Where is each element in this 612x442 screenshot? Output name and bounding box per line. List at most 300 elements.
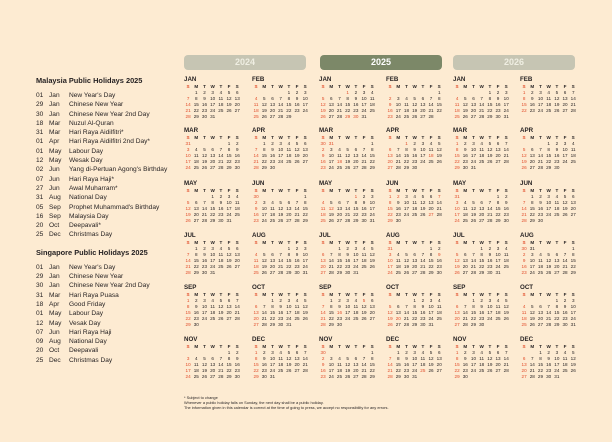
day-cell: 29 — [345, 114, 351, 120]
day-cell: 15 — [470, 310, 477, 316]
day-cell: 1 — [397, 350, 400, 355]
day-cell: 5 — [571, 350, 575, 355]
day-cell: 20 — [428, 206, 434, 212]
weekday-label: F — [295, 240, 299, 245]
day-cell: 27 — [234, 264, 240, 270]
weekday-label: F — [227, 344, 231, 349]
weekday-label: S — [522, 135, 526, 140]
day-cell: 1 — [195, 90, 198, 95]
day-cell: 22 — [286, 264, 292, 270]
day-cell: 8 — [547, 147, 550, 153]
day-cell: 3 — [362, 90, 366, 95]
day-cell: 1 — [555, 298, 559, 303]
weekday-label: S — [370, 84, 374, 89]
weekday-label: F — [496, 84, 500, 89]
day-cell: 21 — [253, 159, 259, 165]
month-2024-2 — [252, 76, 310, 120]
day-cell: 22 — [403, 159, 410, 165]
weekday-label: W — [345, 84, 350, 89]
day-cell — [293, 165, 301, 171]
day-cell: 20 — [495, 362, 501, 368]
weekday-label: F — [496, 292, 500, 297]
day-cell: 18 — [369, 102, 375, 108]
day-cell: 1 — [429, 246, 433, 251]
weekday-label: T — [354, 344, 358, 349]
day-cell: 13 — [210, 362, 216, 368]
day-cell: 4 — [362, 246, 366, 251]
day-cell: 2 — [295, 90, 299, 95]
day-cell: 10 — [302, 252, 308, 258]
day-cell: 2 — [235, 141, 239, 146]
month-label: JUN — [386, 180, 399, 187]
week-row — [319, 218, 377, 224]
day-cell: 17 — [420, 153, 426, 159]
day-cell: 25 — [336, 165, 343, 171]
day-cell: 5 — [219, 298, 223, 303]
month-label: FEB — [386, 76, 399, 83]
weekday-label: S — [321, 292, 325, 297]
day-cell: 10 — [210, 96, 216, 102]
day-cell: 27 — [428, 212, 434, 218]
week-row — [520, 270, 578, 276]
day-cell: 30 — [462, 374, 468, 380]
day-cell: 3 — [472, 350, 475, 355]
holiday-day: 30 — [36, 110, 44, 118]
day-cell: 25 — [253, 114, 259, 120]
day-cell: 17 — [554, 362, 560, 368]
holiday-row — [36, 263, 184, 272]
day-cell: 10 — [554, 356, 560, 362]
holiday-day: 05 — [36, 203, 44, 211]
weekday-label: F — [295, 188, 299, 193]
day-cell: 25 — [369, 108, 375, 114]
day-cell: 14 — [570, 96, 576, 102]
day-cell: 28 — [261, 322, 267, 328]
day-cell: 6 — [455, 304, 459, 310]
day-cell: 3 — [531, 252, 534, 258]
day-cell — [494, 165, 502, 171]
day-cell: 24 — [369, 212, 375, 218]
day-cell — [494, 374, 502, 380]
day-cell: 12 — [521, 153, 527, 159]
day-cell: 24 — [554, 368, 560, 374]
day-cell: 18 — [253, 108, 259, 114]
day-cell: 30 — [554, 165, 560, 171]
day-cell: 18 — [336, 159, 343, 165]
week-row — [319, 114, 377, 120]
day-cell: 10 — [562, 147, 568, 153]
day-cell: 30 — [495, 114, 501, 120]
day-cell: 20 — [286, 212, 292, 218]
day-cell: 13 — [428, 200, 434, 206]
weekday-label: F — [295, 84, 299, 89]
holiday-row — [36, 319, 184, 328]
day-cell: 25 — [454, 114, 460, 120]
day-cell: 29 — [428, 270, 434, 276]
day-cell: 7 — [235, 298, 239, 303]
day-cell: 23 — [269, 159, 276, 165]
day-cell: 22 — [302, 212, 308, 218]
day-cell: 24 — [286, 316, 292, 322]
day-cell: 20 — [420, 108, 426, 114]
day-cell: 31 — [387, 246, 393, 251]
month-label: OCT — [520, 284, 534, 291]
day-cell: 3 — [354, 246, 358, 251]
day-cell: 25 — [294, 316, 300, 322]
day-cell: 23 — [529, 108, 535, 114]
weekday-label: S — [571, 240, 575, 245]
holiday-row — [36, 356, 184, 365]
weekday-label: T — [271, 292, 274, 297]
day-cell: 22 — [546, 159, 552, 165]
day-cell: 28 — [570, 108, 576, 114]
day-cell: 13 — [193, 206, 199, 212]
day-cell: 25 — [554, 212, 560, 218]
day-cell: 13 — [294, 356, 300, 362]
day-cell: 1 — [227, 350, 231, 355]
day-cell: 20 — [269, 108, 276, 114]
day-cell: 30 — [479, 322, 485, 328]
weekday-label: S — [571, 344, 575, 349]
day-cell: 5 — [203, 356, 206, 362]
day-cell: 8 — [354, 200, 358, 206]
day-cell: 30 — [320, 350, 326, 355]
day-cell: 29 — [286, 114, 292, 120]
day-cell: 20 — [294, 362, 300, 368]
day-cell: 10 — [278, 147, 284, 153]
day-cell: 15 — [395, 362, 401, 368]
holiday-list-title: Singapore Public Holidays 2025 — [36, 247, 148, 257]
day-cell: 9 — [531, 96, 534, 102]
day-cell: 8 — [488, 96, 492, 102]
weekday-label: S — [437, 292, 441, 297]
day-cell: 14 — [361, 153, 367, 159]
day-cell: 3 — [186, 147, 190, 153]
day-cell: 7 — [346, 200, 349, 206]
day-cell: 5 — [388, 304, 392, 310]
day-cell: 23 — [353, 108, 359, 114]
weekday-label: T — [287, 135, 291, 140]
day-cell: 23 — [546, 368, 552, 374]
day-cell: 23 — [412, 159, 418, 165]
day-cell: 30 — [412, 165, 418, 171]
day-cell: 15 — [261, 153, 267, 159]
weekday-label: T — [203, 344, 206, 349]
weekday-label: F — [429, 135, 433, 140]
day-cell: 5 — [531, 304, 534, 310]
day-cell: 7 — [362, 147, 366, 153]
weekday-label: W — [412, 344, 417, 349]
day-cell: 24 — [529, 270, 535, 276]
month-label: OCT — [252, 284, 266, 291]
day-cell: 27 — [470, 114, 477, 120]
day-cell: 19 — [185, 212, 191, 218]
weekday-label: M — [396, 135, 401, 140]
day-cell: 7 — [203, 200, 206, 206]
month-2024-7 — [184, 232, 242, 276]
month-label: FEB — [252, 76, 265, 83]
weekday-label: M — [262, 240, 267, 245]
day-cell: 16 — [336, 310, 343, 316]
day-cell: 16 — [345, 258, 351, 264]
day-cell: 4 — [563, 350, 567, 355]
day-cell: 30 — [546, 374, 552, 380]
day-cell: 12 — [412, 102, 418, 108]
holiday-name: Vesak Day — [69, 319, 101, 327]
month-2024-6 — [252, 180, 310, 224]
holiday-month: Sep — [49, 203, 61, 211]
day-cell: 9 — [195, 304, 198, 310]
weekday-label: M — [194, 135, 199, 140]
day-cell: 11 — [521, 310, 527, 316]
day-cell: 20 — [570, 206, 576, 212]
day-cell: 27 — [269, 114, 276, 120]
day-cell: 14 — [470, 258, 477, 264]
day-cell — [419, 374, 427, 380]
day-cell: 27 — [495, 368, 501, 374]
day-cell: 31 — [226, 218, 232, 224]
day-cell: 8 — [472, 304, 475, 310]
day-cell: 18 — [395, 264, 401, 270]
day-cell: 13 — [328, 102, 334, 108]
day-cell: 7 — [539, 147, 542, 153]
day-cell: 1 — [346, 90, 349, 95]
day-cell — [435, 374, 443, 380]
weekday-label: W — [546, 188, 551, 193]
month-2025-2 — [386, 76, 444, 120]
month-label: JUL — [453, 232, 465, 239]
holiday-month: Apr — [49, 300, 60, 308]
month-2025-5 — [319, 180, 377, 224]
weekday-label: S — [321, 240, 325, 245]
day-cell: 17 — [302, 258, 308, 264]
day-cell: 15 — [226, 153, 232, 159]
day-cell: 20 — [387, 159, 393, 165]
day-cell: 19 — [554, 102, 560, 108]
day-cell: 26 — [294, 159, 300, 165]
day-cell: 1 — [455, 141, 459, 146]
day-cell: 24 — [428, 316, 434, 322]
day-cell: 3 — [405, 194, 408, 199]
weekday-label: S — [254, 240, 258, 245]
day-cell: 11 — [428, 147, 434, 153]
month-label: JUN — [252, 180, 265, 187]
weekday-label: T — [203, 292, 206, 297]
day-cell: 18 — [403, 108, 410, 114]
weekday-label: W — [278, 344, 283, 349]
month-2025-1 — [319, 76, 377, 120]
day-cell: 26 — [487, 368, 493, 374]
day-cell: 16 — [436, 258, 442, 264]
weekday-label: T — [555, 344, 559, 349]
day-cell: 17 — [495, 258, 501, 264]
day-cell: 9 — [522, 258, 526, 264]
weekday-label: T — [203, 84, 206, 89]
day-cell: 28 — [320, 322, 326, 328]
day-cell: 23 — [503, 212, 509, 218]
month-label: MAR — [453, 127, 468, 134]
day-cell: 14 — [320, 310, 326, 316]
day-cell — [569, 165, 577, 171]
day-cell: 13 — [234, 252, 240, 258]
day-cell: 15 — [403, 153, 410, 159]
holiday-day: 29 — [36, 273, 44, 281]
day-cell: 2 — [195, 298, 198, 303]
year-bar-2026: 2026 — [453, 55, 575, 70]
day-cell: 6 — [496, 350, 500, 355]
day-cell: 22 — [193, 264, 199, 270]
day-cell: 10 — [353, 252, 359, 258]
day-cell: 29 — [210, 218, 216, 224]
day-cell: 9 — [321, 153, 325, 159]
weekday-label: F — [429, 240, 433, 245]
day-cell — [486, 374, 494, 380]
day-cell: 1 — [437, 90, 441, 95]
day-cell: 2 — [531, 90, 534, 95]
day-cell: 16 — [234, 153, 240, 159]
day-cell: 14 — [479, 102, 485, 108]
day-cell: 22 — [554, 316, 560, 322]
day-cell: 25 — [570, 159, 576, 165]
day-cell: 4 — [219, 246, 223, 251]
day-cell: 11 — [395, 258, 401, 264]
day-cell: 30 — [487, 270, 493, 276]
holiday-month: Jan — [49, 282, 60, 290]
day-cell: 10 — [570, 304, 576, 310]
week-row — [252, 322, 310, 328]
month-2025-6 — [386, 180, 444, 224]
day-cell — [233, 114, 241, 120]
week-row — [386, 270, 444, 276]
day-cell: 19 — [570, 362, 576, 368]
weekday-label: T — [488, 188, 492, 193]
day-cell: 9 — [480, 304, 483, 310]
day-cell: 26 — [185, 218, 191, 224]
day-cell: 25 — [495, 316, 501, 322]
day-cell — [360, 322, 368, 328]
weekday-label: S — [186, 135, 190, 140]
day-cell: 22 — [537, 368, 544, 374]
weekday-label: M — [463, 188, 468, 193]
day-cell: 18 — [253, 264, 259, 270]
month-label: MAY — [453, 180, 467, 187]
weekday-label: F — [496, 240, 500, 245]
day-cell: 2 — [522, 252, 526, 258]
day-cell: 16 — [462, 153, 468, 159]
day-cell: 22 — [395, 368, 401, 374]
day-cell: 23 — [320, 374, 326, 380]
day-cell: 25 — [253, 270, 259, 276]
day-cell — [225, 114, 233, 120]
weekday-label: F — [429, 344, 433, 349]
day-cell: 24 — [353, 264, 359, 270]
weekday-label: T — [287, 84, 291, 89]
day-cell: 6 — [539, 304, 542, 310]
holiday-month: Jan — [49, 110, 60, 118]
day-cell — [478, 374, 486, 380]
weekday-label: T — [219, 292, 223, 297]
day-cell: 13 — [369, 304, 375, 310]
day-cell: 28 — [420, 270, 426, 276]
day-cell: 29 — [412, 322, 418, 328]
day-cell: 22 — [253, 368, 259, 374]
week-row — [184, 114, 242, 120]
holiday-day: 29 — [36, 101, 44, 109]
weekday-label: W — [479, 135, 484, 140]
day-cell: 21 — [302, 362, 308, 368]
day-cell: 13 — [387, 153, 393, 159]
day-cell: 21 — [185, 108, 191, 114]
day-cell: 24 — [470, 159, 477, 165]
day-cell: 24 — [403, 212, 410, 218]
month-label: MAR — [184, 127, 199, 134]
day-cell: 26 — [218, 316, 224, 322]
day-cell: 12 — [201, 153, 208, 159]
day-cell: 29 — [487, 114, 493, 120]
day-cell: 5 — [413, 96, 416, 102]
day-cell: 1 — [370, 141, 374, 146]
day-cell — [469, 374, 477, 380]
holiday-row — [36, 281, 184, 290]
day-cell: 29 — [387, 218, 393, 224]
weekday-label: M — [530, 84, 535, 89]
day-cell: 19 — [436, 153, 442, 159]
day-cell: 17 — [261, 212, 267, 218]
day-cell: 7 — [186, 96, 190, 102]
month-label: MAR — [319, 127, 334, 134]
month-2026-9 — [453, 284, 511, 328]
holiday-row — [36, 230, 184, 239]
day-cell: 2 — [413, 141, 416, 146]
day-cell: 19 — [487, 362, 493, 368]
day-cell: 20 — [412, 264, 418, 270]
day-cell: 15 — [226, 362, 232, 368]
day-cell: 31 — [286, 322, 292, 328]
weekday-label: M — [396, 344, 401, 349]
day-cell — [200, 322, 208, 328]
day-cell: 27 — [210, 374, 216, 380]
weekday-label: W — [345, 135, 350, 140]
day-cell: 29 — [193, 270, 199, 276]
day-cell: 23 — [420, 316, 426, 322]
holiday-panel — [36, 76, 184, 365]
day-cell: 27 — [269, 270, 276, 276]
day-cell: 23 — [261, 368, 267, 374]
holiday-name: Labour Day — [69, 147, 104, 155]
weekday-label: S — [370, 292, 374, 297]
day-cell: 1 — [472, 298, 475, 303]
day-cell: 2 — [405, 350, 408, 355]
day-cell: 25 — [286, 159, 292, 165]
day-cell: 11 — [546, 96, 552, 102]
day-cell: 15 — [454, 153, 460, 159]
weekday-label: S — [186, 188, 190, 193]
day-cell: 17 — [562, 153, 568, 159]
day-cell: 28 — [361, 374, 367, 380]
day-cell: 15 — [302, 206, 308, 212]
holiday-month: Jan — [49, 263, 60, 271]
day-cell: 25 — [193, 165, 199, 171]
day-cell: 2 — [295, 246, 299, 251]
day-cell: 11 — [278, 356, 284, 362]
day-cell: 10 — [369, 200, 375, 206]
month-2025-12 — [386, 336, 444, 380]
day-cell: 25 — [278, 368, 284, 374]
weekday-label: S — [254, 188, 258, 193]
weekday-label: S — [455, 135, 459, 140]
day-cell: 16 — [201, 258, 208, 264]
month-label: NOV — [453, 336, 467, 343]
